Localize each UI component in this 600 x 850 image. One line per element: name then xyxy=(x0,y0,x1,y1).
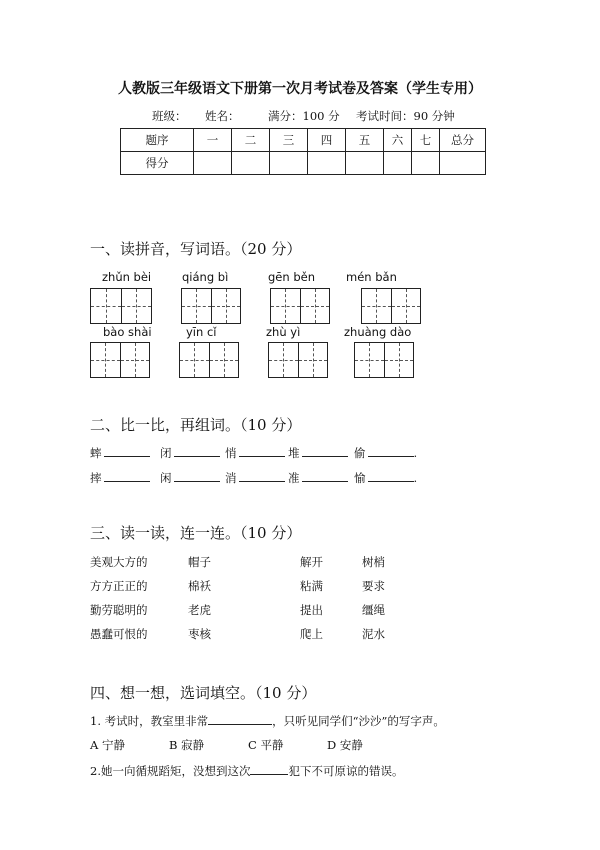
score-header-cell: 四 xyxy=(308,129,346,152)
option-a[interactable]: A 宁静 xyxy=(90,738,125,752)
answer-blank[interactable] xyxy=(104,469,150,482)
word-group-item xyxy=(354,469,417,486)
score-cell[interactable] xyxy=(412,152,440,175)
answer-blank[interactable] xyxy=(368,469,414,482)
word-group-item xyxy=(225,444,285,461)
score-cell[interactable] xyxy=(194,152,232,175)
score-header-cell: 题序 xyxy=(121,129,194,152)
question-1-text-end: ，只听见同学们“沙沙”的写字声。 xyxy=(272,714,445,728)
answer-blank[interactable] xyxy=(239,444,285,457)
answer-blank[interactable] xyxy=(368,444,414,457)
word-group-item xyxy=(288,444,348,461)
word-group-item xyxy=(288,469,348,486)
writing-grid[interactable] xyxy=(268,342,328,378)
char: 消 xyxy=(225,471,237,485)
char: 准 xyxy=(288,471,300,485)
match-item-right[interactable]: 泥水 xyxy=(362,627,385,641)
char: 摔 xyxy=(90,471,102,485)
answer-blank[interactable] xyxy=(302,469,348,482)
answer-blank[interactable] xyxy=(239,469,285,482)
question-2 xyxy=(90,762,403,779)
score-cell[interactable] xyxy=(440,152,486,175)
match-item-right[interactable]: 要求 xyxy=(362,579,385,593)
score-header-cell: 二 xyxy=(232,129,270,152)
score-table-score-row xyxy=(121,152,486,175)
writing-grid[interactable] xyxy=(90,342,150,378)
writing-grid[interactable] xyxy=(181,288,241,324)
option-c[interactable]: C 平静 xyxy=(248,738,284,752)
match-item-left[interactable]: 提出 xyxy=(300,603,323,617)
score-header-cell: 总分 xyxy=(440,129,486,152)
answer-blank[interactable] xyxy=(104,444,150,457)
char: 堆 xyxy=(288,446,300,460)
match-item-left[interactable]: 愚蠢可恨的 xyxy=(90,627,148,641)
char: 偷 xyxy=(354,446,366,460)
pinyin-label: gēn běn xyxy=(268,270,315,284)
score-header-cell: 七 xyxy=(412,129,440,152)
section1-heading: 一、读拼音，写词语。（20 分） xyxy=(90,240,302,258)
score-table-header-row xyxy=(121,129,486,152)
score-header-cell: 三 xyxy=(270,129,308,152)
score-cell[interactable] xyxy=(346,152,384,175)
score-header-cell: 一 xyxy=(194,129,232,152)
answer-blank[interactable] xyxy=(174,444,220,457)
char: 愉 xyxy=(354,471,366,485)
pinyin-label: bào shài xyxy=(103,325,152,339)
score-cell[interactable] xyxy=(308,152,346,175)
class-label: 班级： xyxy=(152,109,187,123)
word-group-item xyxy=(225,469,285,486)
score-table xyxy=(120,128,486,175)
section4-heading: 四、想一想，选词填空。（10 分） xyxy=(90,684,317,702)
score-cell[interactable] xyxy=(384,152,412,175)
char: 蟀 xyxy=(90,446,102,460)
section2-heading: 二、比一比，再组词。（10 分） xyxy=(90,416,302,434)
exam-title: 人教版三年级语文下册第一次月考试卷及答案（学生专用） xyxy=(118,81,482,97)
answer-blank[interactable] xyxy=(174,469,220,482)
name-label: 姓名： xyxy=(205,109,240,123)
pinyin-label: mén bǎn xyxy=(346,270,397,284)
match-item-right[interactable]: 枣核 xyxy=(188,627,211,641)
score-header-cell: 五 xyxy=(346,129,384,152)
writing-grid[interactable] xyxy=(270,288,330,324)
end-mark: . xyxy=(413,471,418,485)
pinyin-label: zhuàng dào xyxy=(344,325,412,339)
word-group-item xyxy=(160,469,220,486)
word-group-item xyxy=(90,444,150,461)
match-item-left[interactable]: 爬上 xyxy=(300,627,323,641)
char: 闲 xyxy=(160,471,172,485)
match-item-left[interactable]: 方方正正的 xyxy=(90,579,148,593)
match-item-left[interactable]: 勤劳聪明的 xyxy=(90,603,148,617)
end-mark: . xyxy=(413,446,418,460)
score-row-label: 得分 xyxy=(121,152,194,175)
option-b[interactable]: B 寂静 xyxy=(169,738,205,752)
char: 闭 xyxy=(160,446,172,460)
question-1 xyxy=(90,712,445,729)
word-group-item xyxy=(354,444,417,461)
match-item-right[interactable]: 棉袄 xyxy=(188,579,211,593)
pinyin-label: zhǔn bèi xyxy=(102,270,152,284)
question-1-text: 1. 考试时，教室里非常 xyxy=(90,714,209,728)
writing-grid[interactable] xyxy=(354,342,414,378)
match-item-left[interactable]: 美观大方的 xyxy=(90,555,148,569)
pinyin-label: zhù yì xyxy=(266,325,301,339)
char: 悄 xyxy=(225,446,237,460)
full-score-label: 满分：100 分 xyxy=(268,109,340,123)
match-item-left[interactable]: 粘满 xyxy=(300,579,323,593)
answer-blank[interactable] xyxy=(302,444,348,457)
pinyin-label: yīn cǐ xyxy=(186,325,217,339)
match-item-right[interactable]: 老虎 xyxy=(188,603,211,617)
score-cell[interactable] xyxy=(270,152,308,175)
writing-grid[interactable] xyxy=(90,288,152,324)
pinyin-label: qiáng bì xyxy=(182,270,229,284)
score-header-cell: 六 xyxy=(384,129,412,152)
question-2-text: 2.她一向循规蹈矩，没想到这次 xyxy=(90,764,251,778)
word-group-item xyxy=(90,469,150,486)
match-item-left[interactable]: 解开 xyxy=(300,555,323,569)
exam-time-label: 考试时间：90 分钟 xyxy=(356,109,455,123)
score-cell[interactable] xyxy=(232,152,270,175)
answer-blank[interactable] xyxy=(208,712,272,725)
match-item-right[interactable]: 帽子 xyxy=(188,555,211,569)
match-item-right[interactable]: 缰绳 xyxy=(362,603,385,617)
match-item-right[interactable]: 树梢 xyxy=(362,555,385,569)
writing-grid[interactable] xyxy=(361,288,421,324)
question-2-text-end: 犯下不可原谅的错误。 xyxy=(288,764,404,778)
answer-blank[interactable] xyxy=(250,762,288,775)
option-d[interactable]: D 安静 xyxy=(327,738,363,752)
section3-heading: 三、读一读，连一连。（10 分） xyxy=(90,524,302,542)
word-group-item xyxy=(160,444,220,461)
writing-grid[interactable] xyxy=(179,342,239,378)
